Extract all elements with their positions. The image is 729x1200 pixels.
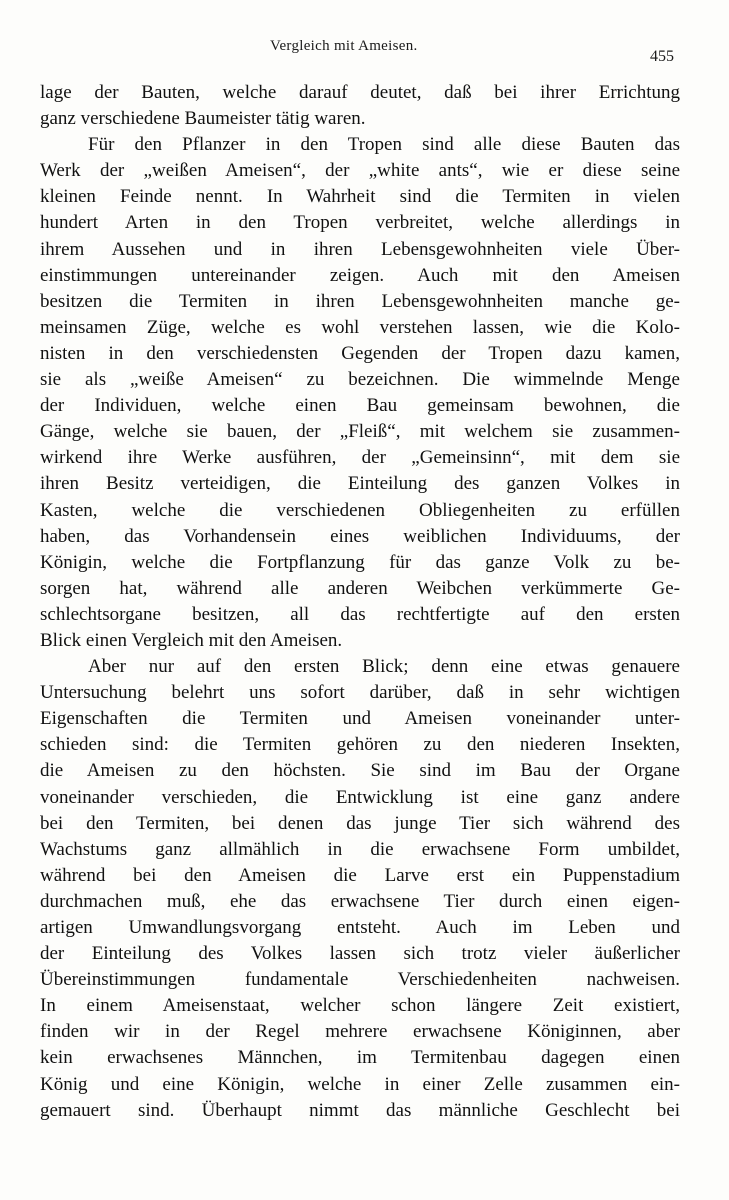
text-line: während bei den Ameisen die Larve erst ein Puppenstadium bbox=[40, 864, 680, 886]
text-line: Blick einen Vergleich mit den Ameisen. bbox=[40, 629, 343, 651]
text-line: schieden sind: die Termiten gehören zu den niederen Insekten, bbox=[40, 734, 680, 756]
text-line: ihren Besitz verteidigen, die Einteilung des ganzen Volkes in bbox=[40, 473, 680, 495]
text-line: artigen Umwandlungsvorgang entsteht. Auch im Leben und bbox=[40, 917, 680, 938]
text-line: durchmachen muß, ehe das erwachsene Tier durch einen eigen- bbox=[40, 890, 680, 912]
text-line: meinsamen Züge, welche es wohl verstehen lassen, wie die Kolo- bbox=[40, 316, 680, 338]
text-line: Wachstums ganz allmählich in die erwachsene Form umbildet, bbox=[40, 838, 680, 860]
text-line: einstimmungen untereinander zeigen. Auch mit den Ameisen bbox=[40, 264, 680, 286]
text-line: haben, das Vorhandensein eines weiblichen Individuums, der bbox=[40, 525, 680, 547]
text-line: die Ameisen zu den höchsten. Sie sind im Bau der Organe bbox=[40, 760, 680, 782]
text-line: kleinen Feinde nennt. In Wahrheit sind die Termiten in vielen bbox=[40, 186, 680, 208]
paragraph-1 bbox=[40, 80, 680, 132]
text-line: nisten in den verschiedensten Gegenden der Tropen dazu kamen, bbox=[40, 342, 680, 364]
text-line: hundert Arten in den Tropen verbreitet, welche allerdings in bbox=[40, 212, 680, 234]
text-line: gemauert sind. Überhaupt nimmt das männliche Geschlecht bei bbox=[40, 1099, 680, 1121]
paragraph-3 bbox=[40, 654, 680, 1124]
text-line: voneinander verschieden, die Entwicklung ist eine ganz andere bbox=[40, 786, 680, 808]
text-line: finden wir in der Regel mehrere erwachsene Königinnen, aber bbox=[40, 1021, 680, 1043]
body-text bbox=[40, 80, 680, 1124]
text-line: Übereinstimmungen fundamentale Verschiedenheiten nachweisen. bbox=[40, 969, 680, 991]
text-line: In einem Ameisenstaat, welcher schon längere Zeit existiert, bbox=[40, 995, 680, 1017]
text-line: wirkend ihre Werke ausführen, der „Gemeinsinn“, mit dem sie bbox=[40, 447, 680, 469]
text-line: Kasten, welche die verschiedenen Obliegenheiten zu erfüllen bbox=[40, 499, 680, 521]
page-number: 455 bbox=[650, 48, 674, 65]
text-line: kein erwachsenes Männchen, im Termitenbau dagegen einen bbox=[40, 1047, 680, 1069]
text-line: König und eine Königin, welche in einer Zelle zusammen ein- bbox=[40, 1073, 680, 1095]
running-title: Vergleich mit Ameisen. bbox=[270, 38, 418, 54]
text-line: Gänge, welche sie bauen, der „Fleiß“, mit welchem sie zusammen- bbox=[40, 421, 680, 443]
text-line: lage der Bauten, welche darauf deutet, daß bei ihrer Errichtung bbox=[40, 82, 680, 103]
running-head bbox=[0, 38, 729, 65]
text-line: der Individuen, welche einen Bau gemeinsam bewohnen, die bbox=[40, 395, 680, 417]
text-line: der Einteilung des Volkes lassen sich trotz vieler äußerlicher bbox=[40, 943, 680, 965]
text-line: Königin, welche die Fortpflanzung für das ganze Volk zu be- bbox=[40, 551, 680, 573]
text-line: bei den Termiten, bei denen das junge Tier sich während des bbox=[40, 812, 680, 834]
text-line: sie als „weiße Ameisen“ zu bezeichnen. Die wimmelnde Menge bbox=[40, 369, 680, 391]
text-line: Für den Pflanzer in den Tropen sind alle diese Bauten das bbox=[88, 134, 680, 156]
text-line: Aber nur auf den ersten Blick; denn eine etwas genauere bbox=[88, 656, 680, 678]
text-line: Werk der „weißen Ameisen“, der „white ants“, wie er diese seine bbox=[40, 160, 680, 182]
text-line: sorgen hat, während alle anderen Weibchen verkümmerte Ge- bbox=[40, 577, 680, 599]
text-line: besitzen die Termiten in ihren Lebensgewohnheiten manche ge- bbox=[40, 290, 680, 312]
text-line: ganz verschiedene Baumeister tätig waren. bbox=[40, 108, 366, 130]
text-line: Eigenschaften die Termiten und Ameisen voneinander unter- bbox=[40, 708, 680, 730]
text-line: Untersuchung belehrt uns sofort darüber, daß in sehr wichtigen bbox=[40, 682, 680, 704]
text-line: schlechtsorgane besitzen, all das rechtfertigte auf den ersten bbox=[40, 603, 680, 625]
text-line: ihrem Aussehen und in ihren Lebensgewohnheiten viele Über- bbox=[40, 238, 680, 260]
paragraph-2 bbox=[40, 132, 680, 654]
